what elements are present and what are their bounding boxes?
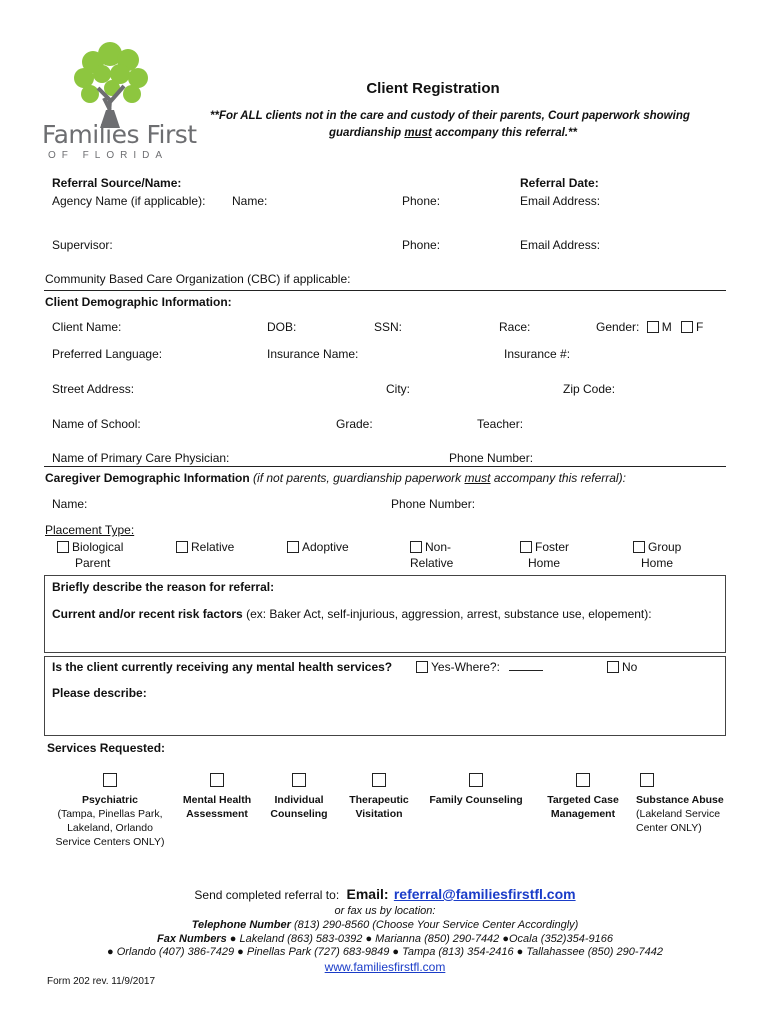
website-line [0,960,770,974]
where-field[interactable] [509,661,543,671]
insurance-number-label: Insurance #: [504,347,571,361]
service-mental-health-assessment[interactable]: Mental Health Assessment [178,773,256,821]
pcp-label: Name of Primary Care Physician: [52,451,230,465]
placement-foster-home[interactable]: Foster Home [520,539,569,571]
mental-health-yes[interactable]: Yes-Where?: [416,660,543,674]
no-checkbox[interactable] [607,661,619,673]
targeted-case-management-checkbox[interactable] [576,773,590,787]
substance-abuse-checkbox[interactable] [640,773,654,787]
please-describe-label: Please describe: [52,686,147,700]
cbc-label: Community Based Care Organization (CBC) if applicable: [45,272,351,286]
zip-label: Zip Code: [563,382,616,396]
psychiatric-checkbox[interactable] [103,773,117,787]
adoptive-checkbox[interactable] [287,541,299,553]
dob-label: DOB: [267,320,297,334]
insurance-name-label: Insurance Name: [267,347,359,361]
school-label: Name of School: [52,417,141,431]
grade-label: Grade: [336,417,373,431]
fax-location-label: or fax us by location: [334,905,436,917]
services-label: Services Requested: [47,741,166,755]
logo-tagline: OF FLORIDA [48,150,169,161]
reason-label: Briefly describe the reason for referral: [52,580,275,594]
custody-notice-line1: **For ALL clients not in the care and custody of their parents, Court paperwork showing [210,110,690,122]
placement-relative[interactable]: Relative [176,539,234,555]
logo [38,40,198,165]
divider [44,290,726,291]
supervisor-phone-label: Phone: [402,238,441,252]
referral-source-label: Referral Source/Name: [52,176,182,190]
custody-notice-line2: guardianship must accompany this referral.** [329,127,577,139]
yes-checkbox[interactable] [416,661,428,673]
caregiver-phone-label: Phone Number: [391,497,476,511]
logo-name: Families First [42,120,197,149]
placement-group-home[interactable]: Group Home [633,539,681,571]
page-title: Client Registration [366,80,500,97]
mental-health-assessment-checkbox[interactable] [210,773,224,787]
ssn-label: SSN: [374,320,403,334]
email-label: Email: [346,886,389,902]
placement-adoptive[interactable]: Adoptive [287,539,349,555]
divider [44,466,726,467]
service-individual-counseling[interactable]: Individual Counseling [264,773,334,821]
referrer-email-label: Email Address: [520,194,601,208]
gender-male-checkbox[interactable] [647,321,659,333]
street-label: Street Address: [52,382,135,396]
placement-non-relative[interactable]: Non- Relative [410,540,454,570]
referral-date-label: Referral Date: [520,176,599,190]
gender-male-label: M [661,320,672,334]
placement-biological[interactable]: Biological Parent [57,539,123,571]
gender-label: Gender: [596,320,640,334]
city-label: City: [386,382,410,396]
telephone-line: Telephone Number (813) 290-8560 (Choose Your Service Center Accordingly) [191,919,579,931]
individual-counseling-checkbox[interactable] [292,773,306,787]
agency-name-label: Agency Name (if applicable): [52,194,206,208]
supervisor-label: Supervisor: [52,238,113,252]
mental-health-question: Is the client currently receiving any mental health services? [52,660,393,674]
caregiver-section-title: Caregiver Demographic Information (if not parents, guardianship paperwork must accompany this referral): [45,471,626,485]
website-link[interactable]: www.familiesfirstfl.com [324,960,446,974]
fax-numbers-line2: ● Orlando (407) 386-7429 ● Pinellas Park (727) 683-9849 ● Tampa (813) 354-2416 ● Tallahassee (850) 290-7442 [107,946,663,958]
client-name-label: Client Name: [52,320,122,334]
service-family-counseling[interactable]: Family Counseling [424,773,528,807]
email-link[interactable]: referral@familiesfirstfl.com [393,886,576,902]
client-section-title: Client Demographic Information: [45,295,232,309]
service-psychiatric[interactable]: Psychiatric (Tampa, Pinellas Park, Lakeland, Orlando Service Centers ONLY) [52,773,168,849]
therapeutic-visitation-checkbox[interactable] [372,773,386,787]
service-substance-abuse[interactable]: Substance Abuse (Lakeland Service Center ONLY) [636,773,726,835]
biological-checkbox[interactable] [57,541,69,553]
relative-checkbox[interactable] [176,541,188,553]
form-revision: Form 202 rev. 11/9/2017 [47,976,156,987]
placement-type-label: Placement Type: [45,523,135,537]
pcp-phone-label: Phone Number: [449,451,534,465]
gender-group [596,320,703,334]
language-label: Preferred Language: [52,347,163,361]
fax-numbers-line1: Fax Numbers ● Lakeland (863) 583-0392 ● Marianna (850) 290-7442 ●Ocala (352)354-9166 [157,933,613,945]
risk-factors-label: Current and/or recent risk factors (ex: Baker Act, self-injurious, aggression, arrest, substance use, elopement): [52,607,652,621]
foster-home-checkbox[interactable] [520,541,532,553]
service-therapeutic-visitation[interactable]: Therapeutic Visitation [344,773,414,821]
caregiver-name-label: Name: [52,497,88,511]
gender-female-label: F [696,320,704,334]
referrer-phone-label: Phone: [402,194,441,208]
non-relative-checkbox[interactable] [410,541,422,553]
send-label: Send completed referral to: [194,888,340,902]
referrer-name-label: Name: [232,194,268,208]
gender-female-checkbox[interactable] [681,321,693,333]
supervisor-email-label: Email Address: [520,238,601,252]
send-referral-line [0,886,770,902]
teacher-label: Teacher: [477,417,524,431]
race-label: Race: [499,320,531,334]
family-counseling-checkbox[interactable] [469,773,483,787]
service-targeted-case-management[interactable]: Targeted Case Management [542,773,624,821]
mental-health-no[interactable]: No [607,660,637,674]
group-home-checkbox[interactable] [633,541,645,553]
